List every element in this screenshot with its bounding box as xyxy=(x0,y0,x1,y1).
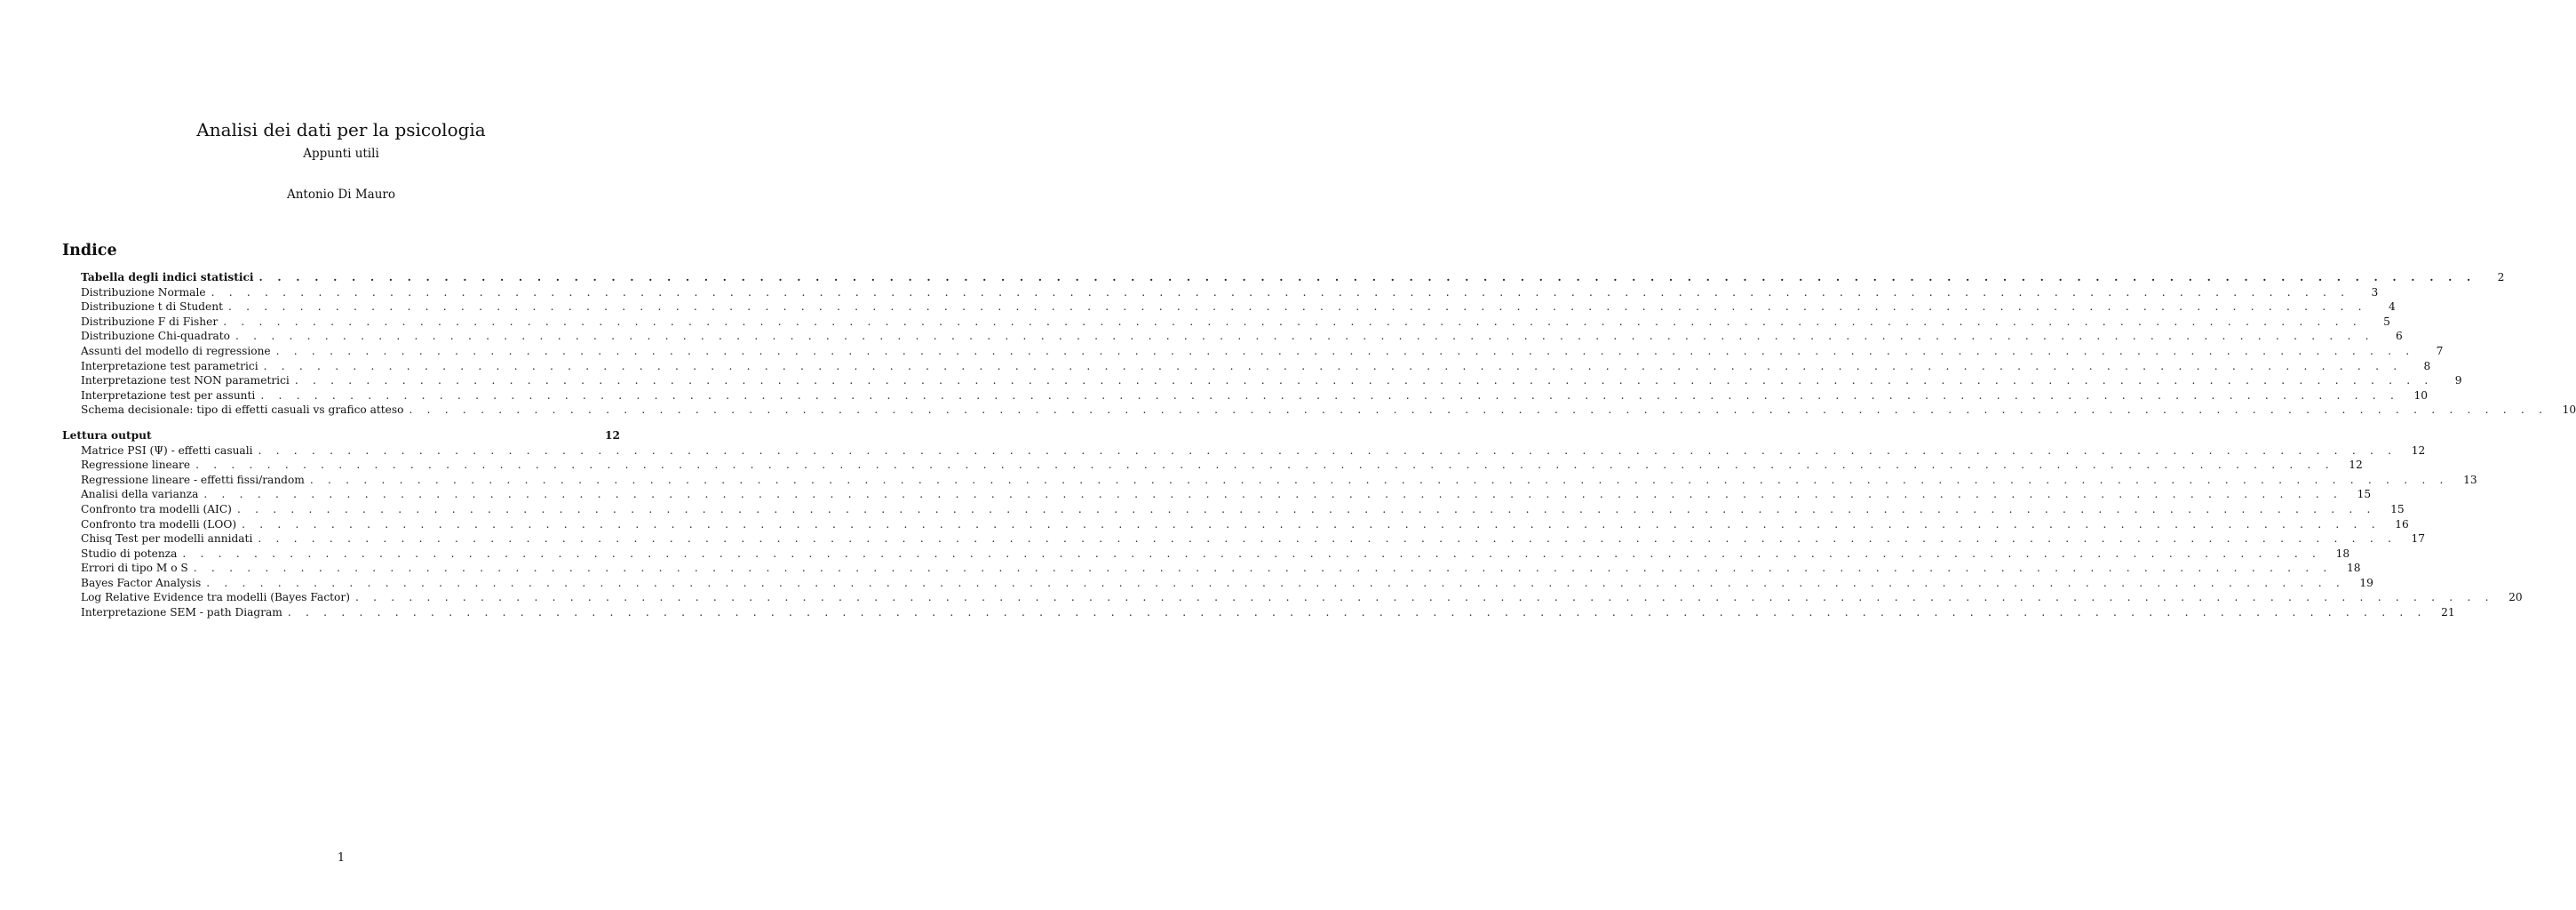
toc-entry[interactable] xyxy=(62,359,2431,374)
toc-entry[interactable] xyxy=(62,590,2523,605)
toc-entry-label: Analisi della varianza xyxy=(81,488,199,501)
toc-entry[interactable] xyxy=(62,315,2390,330)
toc-entry-page: 5 xyxy=(2383,315,2390,328)
toc-entry[interactable] xyxy=(62,517,2409,532)
toc-entry-label: Distribuzione Normale xyxy=(81,285,206,299)
toc-entry-page: 19 xyxy=(2359,576,2373,589)
toc-entry-page: 9 xyxy=(2454,374,2462,387)
toc-entry-page: 10 xyxy=(2562,403,2576,417)
toc-entry-page: 6 xyxy=(2395,330,2403,343)
toc-leader-dots: . . . . . . . . . . . . . . . . . . . . . . . . . . . . . . . . . . . . . . . . . . . . . . . . . . . . . . . . . . . . . . . . . . . . . . . . . . . . . . . . . . . . . . . . . . . . . . . . . . . . . . . . . . . . . . . . . . . . . . . . xyxy=(206,576,2345,589)
toc-entry-page: 7 xyxy=(2436,344,2444,357)
toc-entry-page: 15 xyxy=(2390,502,2405,515)
toc-entry-page: 18 xyxy=(2346,562,2361,575)
toc-entry-label: Schema decisionale: tipo di effetti casuali vs grafico atteso xyxy=(81,403,404,417)
toc-leader-dots: . . . . . . . . . . . . . . . . . . . . . . . . . . . . . . . . . . . . . . . . . . . . . . . . . . . . . . . . . . . . . . . . . . . . . . . . . . . . . . . . . . . . . . . . . . . . . . . . . . . . . . . . . . . . . . . . . . . . . . . . xyxy=(409,403,2548,417)
toc-entry[interactable] xyxy=(62,547,2350,562)
toc-entry-label: Interpretazione test NON parametrici xyxy=(81,374,290,387)
toc-entry-page: 13 xyxy=(2463,473,2477,486)
toc-entry-page: 10 xyxy=(2413,388,2429,402)
toc-entry-page: 12 xyxy=(605,428,620,442)
toc-entry-label: Studio di potenza xyxy=(81,547,178,560)
toc-leader-dots: . . . . . . . . . . . . . . . . . . . . . . . . . . . . . . . . . . . . . . . . . . . . . . . . . . . . . . . . . . . . . . . . . . . . . . . . . . . . . . . . . . . . . . . . . . . . . . . . . . . . . . . . . . . . . . . . . . . . . . . . xyxy=(263,359,2403,372)
toc-entry-page: 18 xyxy=(2335,547,2350,560)
toc-entry-page: 17 xyxy=(2411,532,2426,546)
toc-leader-dots: . . . . . . . . . . . . . . . . . . . . . . . . . . . . . . . . . . . . . . . . . . . . . . . . . . . . . . . . . . . . . . . . . . . . . . . . . . . . . . . . . . . . . . . . . . . . . . . . . . . . . . . . . . . . . . . . . . . . . . . . xyxy=(258,532,2397,546)
toc-entry[interactable] xyxy=(62,270,2505,285)
toc-leader-dots: . . . . . . . . . . . . . . . . . . . . . . . . . . . . . . . . . . . . . . . . . . . . . . . . . . . . . . . . . . . . . . . . . . . . . . . . . . . . . . . . . . . . . . . . . . . . . . . . . . . . . . . . . . . . . . . . . . . . . . . . xyxy=(193,562,2333,575)
page-number: 1 xyxy=(337,851,346,865)
toc-entry-label: Regressione lineare - effetti fissi/random xyxy=(81,473,305,486)
toc-entry-page: 16 xyxy=(2395,517,2409,531)
toc-entry-page: 21 xyxy=(2441,606,2455,619)
toc-entry-label: Regressione lineare xyxy=(81,459,191,472)
toc-entry[interactable] xyxy=(62,428,620,443)
toc-entry[interactable] xyxy=(62,403,2576,418)
toc-entry[interactable] xyxy=(62,487,2372,502)
toc-entry-label: Lettura output xyxy=(62,428,152,442)
toc-leader-dots: . . . . . . . . . . . . . . . . . . . . . . . . . . . . . . . . . . . . . . . . . . . . . . . . . . . . . . . . . . . . . . . . . . . . . . . . . . . . . . . . . . . . . . . . . . . . . . . . . . . . . . . . . . . . . . . . . . . . . . . . xyxy=(223,315,2362,328)
toc-entry[interactable] xyxy=(62,443,2426,459)
toc-entry-page: 15 xyxy=(2357,488,2372,501)
toc-leader-dots: . . . . . . . . . . . . . . . . . . . . . . . . . . . . . . . . . . . . . . . . . . . . . . . . . . . . . . . . . . . . . . . . . . . . . . . . . . . . . . . . . . . . . . . . . . . . . . . . . . . . . . . . . . . . . . . . . . . . . . . . xyxy=(354,591,2494,604)
toc-entry-label: Errori di tipo M o S xyxy=(81,562,188,575)
toc-leader-dots: . . . . . . . . . . . . . . . . . . . . . . . . . . . . . . . . . . . . . . . . . . . . . . . . . . . . . . . . . . . . . . . . . . . . . . . . . . . . . . . . . . . . . . . . . . . . . . . . . . . . . . . . . . . . . . . . . . . . . . . . xyxy=(235,330,2374,343)
toc-entry-label: Confronto tra modelli (LOO) xyxy=(81,517,237,531)
toc-entry-label: Distribuzione F di Fisher xyxy=(81,315,219,328)
toc-leader-dots: . . . . . . . . . . . . . . . . . . . . . . . . . . . . . . . . . . . . . . . . . . . . . . . . . . . . . . . . . . . . . . . . . . . . . . . . . . . . . . . . . . . . . . . . . . . . . . . . . . . . . . . . . . . . . . . . . . . . . . . . xyxy=(275,344,2415,357)
toc-entry[interactable] xyxy=(62,285,2379,300)
toc-entry-label: Interpretazione test parametrici xyxy=(81,359,258,372)
document-author: Antonio Di Mauro xyxy=(286,188,395,202)
toc-entry[interactable] xyxy=(62,561,2361,576)
toc-entry[interactable] xyxy=(62,458,2363,473)
toc-entry[interactable] xyxy=(62,329,2403,344)
toc-entry-page: 2 xyxy=(2497,271,2505,283)
toc-entry[interactable] xyxy=(62,299,2396,315)
toc-heading: Indice xyxy=(62,242,117,259)
toc-entry[interactable] xyxy=(62,388,2429,403)
toc-entry-page: 20 xyxy=(2508,591,2523,604)
toc-entry-label: Log Relative Evidence tra modelli (Bayes Factor) xyxy=(81,591,350,604)
toc-entry[interactable] xyxy=(62,605,2455,620)
table-of-contents xyxy=(62,270,2576,620)
toc-entry-label: Chisq Test per modelli annidati xyxy=(81,532,253,546)
document-title: Analisi dei dati per la psicologia xyxy=(196,119,486,140)
toc-leader-dots: . . . . . . . . . . . . . . . . . . . . . . . . . . . . . . . . . . . . . . . . . . . . . . . . . . . . . . . . . . . . . . . . . . . . . . . . . . . . . . . . . . . . . . . . . . . . . . . . . . . . . . . . . . . . . . . . . . . . . . . . xyxy=(294,374,2434,387)
toc-entry[interactable] xyxy=(62,473,2477,488)
toc-entry-page: 12 xyxy=(2411,443,2426,457)
toc-entry-label: Tabella degli indici statistici xyxy=(81,271,254,283)
toc-leader-dots: . . . . . . . . . . . . . . . . . . . . . . . . . . . . . . . . . . . . . . . . . . . . . . . . . . . . . . . . . . . . . . . . . . . . . . . . . . . . . . . . . . . . . . . . . . . . . . . . . . . . . . . . . . . . . . . . . . . . . . . . xyxy=(260,388,2400,402)
document-subtitle: Appunti utili xyxy=(303,147,379,161)
toc-leader-dots: . . . . . . . . . . . . . . . . . . . . . . . . . . . . . . . . . . . . . . . . . . . . . . . . . . . . . . . . . . . . . . . . . . . . . . . . . . . . . . . . . . . . . . . . . . . . . . . . . . . . . . . . . . . . . . . . . . . . . . . . xyxy=(309,473,2449,486)
toc-leader-dots: . . . . . . . . . . . . . . . . . . . . . . . . . . . . . . . . . . . . . . . . . . . . . . . . . . . . . . . . . . . . . . . . . . . . . . . . . . . . . . . . . . . . . . . . . . . . . . . . . . . . . . . . . . . . . . . . . . . . . . . . xyxy=(203,488,2343,501)
toc-leader-dots: . . . . . . . . . . . . . . . . . . . . . . . . . . . . . . . . . . . . . . . . . . . . . . . . . . . . . . . . . . . . . . . . . . . . . . . . . . . . . . . . . . . . . . . . . . . . . . . . . . . . . . . . . . . . . . . . . . . . . . . . xyxy=(236,502,2376,515)
toc-leader-dots: . . . . . . . . . . . . . . . . . . . . . . . . . . . . . . . . . . . . . . . . . . . . . . . . . . . . . . . . . . . . . . . . . . . . . . . . . . . . . . . . . . . . . . . . . . . . . . . . . . . . . . . . . . . . . . . . . . . . . . . . xyxy=(195,459,2334,472)
toc-entry-label: Confronto tra modelli (AIC) xyxy=(81,502,232,515)
toc-leader-dots: . . . . . . . . . . . . . . . . . . . . . . . . . . . . . . . . . . . . . . . . . . . . . . . . . . . . . . . . . . . . . . . . . . . . . . . . . . . . . . . . . . . . . . . . . . . . . . . . . . . . . . . . . . . . . . . . . . . . . . . . xyxy=(287,606,2427,619)
toc-entry-page: 4 xyxy=(2388,300,2396,314)
toc-entry[interactable] xyxy=(62,373,2462,388)
toc-entry-label: Interpretazione test per assunti xyxy=(81,388,256,402)
toc-entry-label: Distribuzione Chi-quadrato xyxy=(81,330,231,343)
toc-entry-page: 8 xyxy=(2423,359,2431,372)
toc-leader-dots: . . . . . . . . . . . . . . . . . . . . . . . . . . . . . . . . . . . . . . . . . . . . . . . . . . . . . . . . . . . . . . . . . . . . . . . . . . . . . . . . . . . . . . . . . . . . . . . . . . . . . . . . . . . . . . . . . . . . . . . . xyxy=(228,300,2367,314)
toc-leader-dots: . . . . . . . . . . . . . . . . . . . . . . . . . . . . . . . . . . . . . . . . . . . . . . . . . . . . . . . . . . . . . . . . . . . . . . . . . . . . . . . . . . . . . . . . . . . . . . . . . . . . . . . . . . . . . . . . . . . . . . . . xyxy=(258,271,2477,283)
toc-entry[interactable] xyxy=(62,502,2405,517)
toc-entry-label: Matrice PSI (Ψ) - effetti casuali xyxy=(81,443,253,457)
toc-entry-page: 3 xyxy=(2371,285,2379,299)
toc-entry-label: Assunti del modello di regressione xyxy=(81,344,271,357)
toc-leader-dots: . . . . . . . . . . . . . . . . . . . . . . . . . . . . . . . . . . . . . . . . . . . . . . . . . . . . . . . . . . . . . . . . . . . . . . . . . . . . . . . . . . . . . . . . . . . . . . . . . . . . . . . . . . . . . . . . . . . . . . . . xyxy=(211,285,2350,299)
toc-entry-label: Bayes Factor Analysis xyxy=(81,576,202,589)
toc-entry[interactable] xyxy=(62,344,2444,359)
toc-entry[interactable] xyxy=(62,531,2426,547)
toc-leader-dots: . . . . . . . . . . . . . . . . . . . . . . . . . . . . . . . . . . . . . . . . . . . . . . . . . . . . . . . . . . . . . . . . . . . . . . . . . . . . . . . . . . . . . . . . . . . . . . . . . . . . . . . . . . . . . . . . . . . . . . . . xyxy=(258,443,2397,457)
toc-leader-dots: . . . . . . . . . . . . . . . . . . . . . . . . . . . . . . . . . . . . . . . . . . . . . . . . . . . . . . . . . . . . . . . . . . . . . . . . . . . . . . . . . . . . . . . . . . . . . . . . . . . . . . . . . . . . . . . . . . . . . . . . xyxy=(182,547,2322,560)
toc-entry-label: Distribuzione t di Student xyxy=(81,300,223,314)
toc-entry-page: 12 xyxy=(2349,459,2363,472)
toc-entry[interactable] xyxy=(62,576,2373,591)
toc-entry-label: Interpretazione SEM - path Diagram xyxy=(81,606,282,619)
toc-leader-dots: . . . . . . . . . . . . . . . . . . . . . . . . . . . . . . . . . . . . . . . . . . . . . . . . . . . . . . . . . . . . . . . . . . . . . . . . . . . . . . . . . . . . . . . . . . . . . . . . . . . . . . . . . . . . . . . . . . . . . . . . xyxy=(242,517,2381,531)
